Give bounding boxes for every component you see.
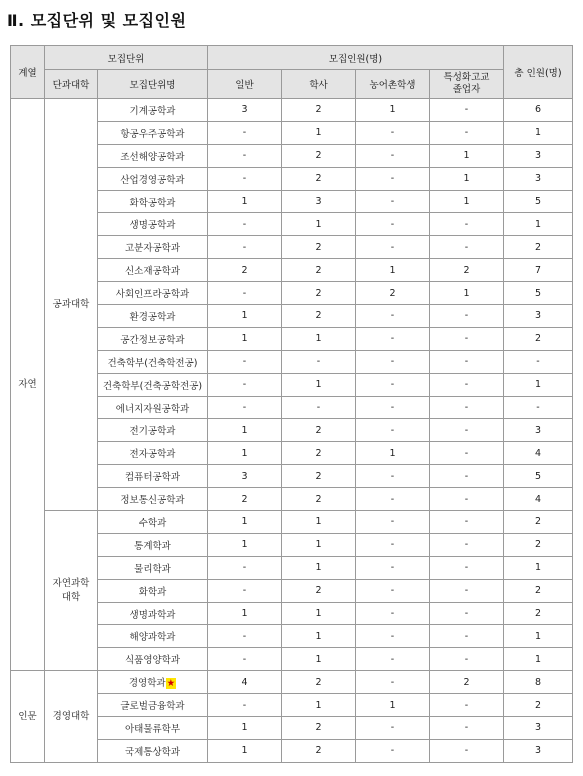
general-cell: -: [208, 167, 282, 190]
bachelor-cell: 3: [282, 190, 356, 213]
bachelor-cell: 2: [282, 488, 356, 511]
table-row: [11, 511, 573, 534]
special-cell: 1: [430, 190, 504, 213]
bachelor-cell: 1: [282, 327, 356, 350]
total-cell: 2: [504, 694, 573, 717]
bachelor-cell: 1: [282, 648, 356, 671]
dept-cell: 식품영양학과: [98, 648, 208, 671]
header-unit-group: 모집단위: [45, 46, 208, 70]
total-cell: 2: [504, 533, 573, 556]
bachelor-cell: 2: [282, 305, 356, 328]
general-cell: -: [208, 625, 282, 648]
total-cell: 5: [504, 190, 573, 213]
bachelor-cell: 2: [282, 465, 356, 488]
special-cell: -: [430, 213, 504, 236]
dept-cell: 공간정보공학과: [98, 327, 208, 350]
bachelor-cell: 2: [282, 579, 356, 602]
total-cell: 2: [504, 327, 573, 350]
bachelor-cell: 2: [282, 167, 356, 190]
header-bachelor: 학사: [282, 70, 356, 99]
total-cell: 2: [504, 511, 573, 534]
general-cell: 1: [208, 511, 282, 534]
bachelor-cell: 1: [282, 213, 356, 236]
rural-cell: -: [356, 602, 430, 625]
rural-cell: -: [356, 327, 430, 350]
rural-cell: -: [356, 739, 430, 762]
dept-cell: 건축학부(건축학전공): [98, 350, 208, 373]
total-cell: 5: [504, 282, 573, 305]
highlighted-dept: [129, 678, 176, 689]
rural-cell: 1: [356, 99, 430, 122]
rural-cell: 1: [356, 259, 430, 282]
dept-cell: 항공우주공학과: [98, 121, 208, 144]
special-cell: -: [430, 373, 504, 396]
general-cell: 1: [208, 327, 282, 350]
total-cell: 3: [504, 167, 573, 190]
rural-cell: -: [356, 648, 430, 671]
special-cell: -: [430, 533, 504, 556]
general-cell: 1: [208, 305, 282, 328]
dept-cell: 컴퓨터공학과: [98, 465, 208, 488]
general-cell: -: [208, 350, 282, 373]
bachelor-cell: 2: [282, 282, 356, 305]
total-cell: 3: [504, 739, 573, 762]
general-cell: 1: [208, 717, 282, 740]
college-cell: 경영대학: [45, 671, 98, 763]
page-title: Ⅱ. 모집단위 및 모집인원: [7, 11, 187, 30]
special-cell: -: [430, 305, 504, 328]
rural-cell: -: [356, 419, 430, 442]
rural-cell: -: [356, 717, 430, 740]
bachelor-cell: 1: [282, 533, 356, 556]
rural-cell: -: [356, 350, 430, 373]
bachelor-cell: 1: [282, 373, 356, 396]
general-cell: -: [208, 396, 282, 419]
rural-cell: -: [356, 236, 430, 259]
dept-cell: 생명공학과: [98, 213, 208, 236]
bachelor-cell: 2: [282, 144, 356, 167]
dept-cell: 고분자공학과: [98, 236, 208, 259]
general-cell: 1: [208, 442, 282, 465]
header-general: 일반: [208, 70, 282, 99]
bachelor-cell: 1: [282, 694, 356, 717]
total-cell: 2: [504, 602, 573, 625]
rural-cell: -: [356, 556, 430, 579]
dept-cell: 수학과: [98, 511, 208, 534]
general-cell: 1: [208, 533, 282, 556]
total-cell: 4: [504, 488, 573, 511]
header-quota-group: 모집인원(명): [208, 46, 504, 70]
bachelor-cell: 2: [282, 259, 356, 282]
general-cell: -: [208, 236, 282, 259]
special-cell: -: [430, 488, 504, 511]
total-cell: -: [504, 396, 573, 419]
special-cell: -: [430, 350, 504, 373]
rural-cell: -: [356, 373, 430, 396]
header-rural: 농어촌학생: [356, 70, 430, 99]
total-cell: 6: [504, 99, 573, 122]
general-cell: 4: [208, 671, 282, 694]
special-cell: -: [430, 121, 504, 144]
total-cell: 1: [504, 373, 573, 396]
special-cell: -: [430, 396, 504, 419]
college-cell: 자연과학 대학: [45, 511, 98, 671]
special-cell: -: [430, 648, 504, 671]
total-cell: 1: [504, 213, 573, 236]
special-cell: -: [430, 579, 504, 602]
rural-cell: 1: [356, 694, 430, 717]
total-cell: 3: [504, 305, 573, 328]
special-cell: 2: [430, 259, 504, 282]
total-cell: 2: [504, 579, 573, 602]
field-cell: 자연: [11, 99, 45, 671]
rural-cell: -: [356, 671, 430, 694]
rural-cell: -: [356, 579, 430, 602]
header-special: 특성화고교 졸업자: [430, 70, 504, 99]
bachelor-cell: 2: [282, 739, 356, 762]
rural-cell: -: [356, 144, 430, 167]
bachelor-cell: 1: [282, 556, 356, 579]
dept-cell: 생명과학과: [98, 602, 208, 625]
general-cell: -: [208, 579, 282, 602]
dept-cell: 조선해양공학과: [98, 144, 208, 167]
special-cell: -: [430, 602, 504, 625]
dept-cell: 환경공학과: [98, 305, 208, 328]
header-total: 총 인원(명): [504, 46, 573, 99]
total-cell: 3: [504, 419, 573, 442]
rural-cell: -: [356, 121, 430, 144]
dept-cell: 아태물류학부: [98, 717, 208, 740]
dept-cell: 전기공학과: [98, 419, 208, 442]
special-cell: 1: [430, 282, 504, 305]
total-cell: 7: [504, 259, 573, 282]
rural-cell: -: [356, 305, 430, 328]
general-cell: -: [208, 282, 282, 305]
general-cell: -: [208, 121, 282, 144]
total-cell: 1: [504, 648, 573, 671]
rural-cell: -: [356, 465, 430, 488]
general-cell: -: [208, 373, 282, 396]
rural-cell: -: [356, 190, 430, 213]
rural-cell: 2: [356, 282, 430, 305]
total-cell: 8: [504, 671, 573, 694]
dept-cell: 전자공학과: [98, 442, 208, 465]
general-cell: -: [208, 213, 282, 236]
dept-cell: 사회인프라공학과: [98, 282, 208, 305]
special-cell: -: [430, 99, 504, 122]
special-cell: -: [430, 717, 504, 740]
dept-cell: 정보통신공학과: [98, 488, 208, 511]
general-cell: 2: [208, 259, 282, 282]
special-cell: 1: [430, 144, 504, 167]
dept-cell: 건축학부(건축공학전공): [98, 373, 208, 396]
rural-cell: -: [356, 396, 430, 419]
bachelor-cell: 2: [282, 442, 356, 465]
special-cell: -: [430, 625, 504, 648]
total-cell: 1: [504, 556, 573, 579]
dept-name: 경영학과: [128, 678, 166, 690]
total-cell: 3: [504, 717, 573, 740]
header-college: 단과대학: [45, 70, 98, 99]
general-cell: 2: [208, 488, 282, 511]
dept-cell: 글로벌금융학과: [98, 694, 208, 717]
total-cell: 1: [504, 625, 573, 648]
general-cell: 3: [208, 465, 282, 488]
special-cell: -: [430, 511, 504, 534]
rural-cell: -: [356, 167, 430, 190]
table-row: [11, 671, 573, 694]
table-body: [11, 99, 573, 763]
header-dept: 모집단위명: [98, 70, 208, 99]
bachelor-cell: 2: [282, 717, 356, 740]
special-cell: -: [430, 442, 504, 465]
general-cell: 1: [208, 739, 282, 762]
dept-cell: 국제통상학과: [98, 739, 208, 762]
total-cell: -: [504, 350, 573, 373]
general-cell: -: [208, 556, 282, 579]
general-cell: 1: [208, 190, 282, 213]
rural-cell: -: [356, 625, 430, 648]
bachelor-cell: 1: [282, 625, 356, 648]
special-cell: -: [430, 556, 504, 579]
bachelor-cell: 1: [282, 511, 356, 534]
general-cell: 1: [208, 419, 282, 442]
special-cell: -: [430, 236, 504, 259]
total-cell: 3: [504, 144, 573, 167]
bachelor-cell: 2: [282, 419, 356, 442]
dept-cell: [98, 671, 208, 694]
dept-cell: 산업경영공학과: [98, 167, 208, 190]
bachelor-cell: 1: [282, 602, 356, 625]
special-cell: -: [430, 739, 504, 762]
rural-cell: -: [356, 533, 430, 556]
general-cell: -: [208, 144, 282, 167]
total-cell: 1: [504, 121, 573, 144]
bachelor-cell: 2: [282, 99, 356, 122]
dept-cell: 화학공학과: [98, 190, 208, 213]
total-cell: 2: [504, 236, 573, 259]
bachelor-cell: 1: [282, 121, 356, 144]
special-cell: -: [430, 327, 504, 350]
college-cell: 공과대학: [45, 99, 98, 511]
table-row: [11, 99, 573, 122]
special-cell: 2: [430, 671, 504, 694]
dept-cell: 물리학과: [98, 556, 208, 579]
bachelor-cell: -: [282, 396, 356, 419]
bachelor-cell: 2: [282, 236, 356, 259]
rural-cell: 1: [356, 442, 430, 465]
special-cell: -: [430, 419, 504, 442]
dept-cell: 통계학과: [98, 533, 208, 556]
rural-cell: -: [356, 488, 430, 511]
dept-cell: 신소재공학과: [98, 259, 208, 282]
field-cell: 인문: [11, 671, 45, 763]
dept-cell: 기계공학과: [98, 99, 208, 122]
dept-cell: 에너지자원공학과: [98, 396, 208, 419]
bachelor-cell: -: [282, 350, 356, 373]
dept-cell: 화학과: [98, 579, 208, 602]
dept-cell: 해양과학과: [98, 625, 208, 648]
rural-cell: -: [356, 213, 430, 236]
total-cell: 4: [504, 442, 573, 465]
special-cell: -: [430, 694, 504, 717]
special-cell: 1: [430, 167, 504, 190]
general-cell: 3: [208, 99, 282, 122]
admission-quota-table: [10, 45, 573, 763]
general-cell: -: [208, 648, 282, 671]
special-cell: -: [430, 465, 504, 488]
star-icon: ★: [166, 678, 176, 690]
general-cell: -: [208, 694, 282, 717]
total-cell: 5: [504, 465, 573, 488]
bachelor-cell: 2: [282, 671, 356, 694]
general-cell: 1: [208, 602, 282, 625]
rural-cell: -: [356, 511, 430, 534]
header-field: 계열: [11, 46, 45, 99]
